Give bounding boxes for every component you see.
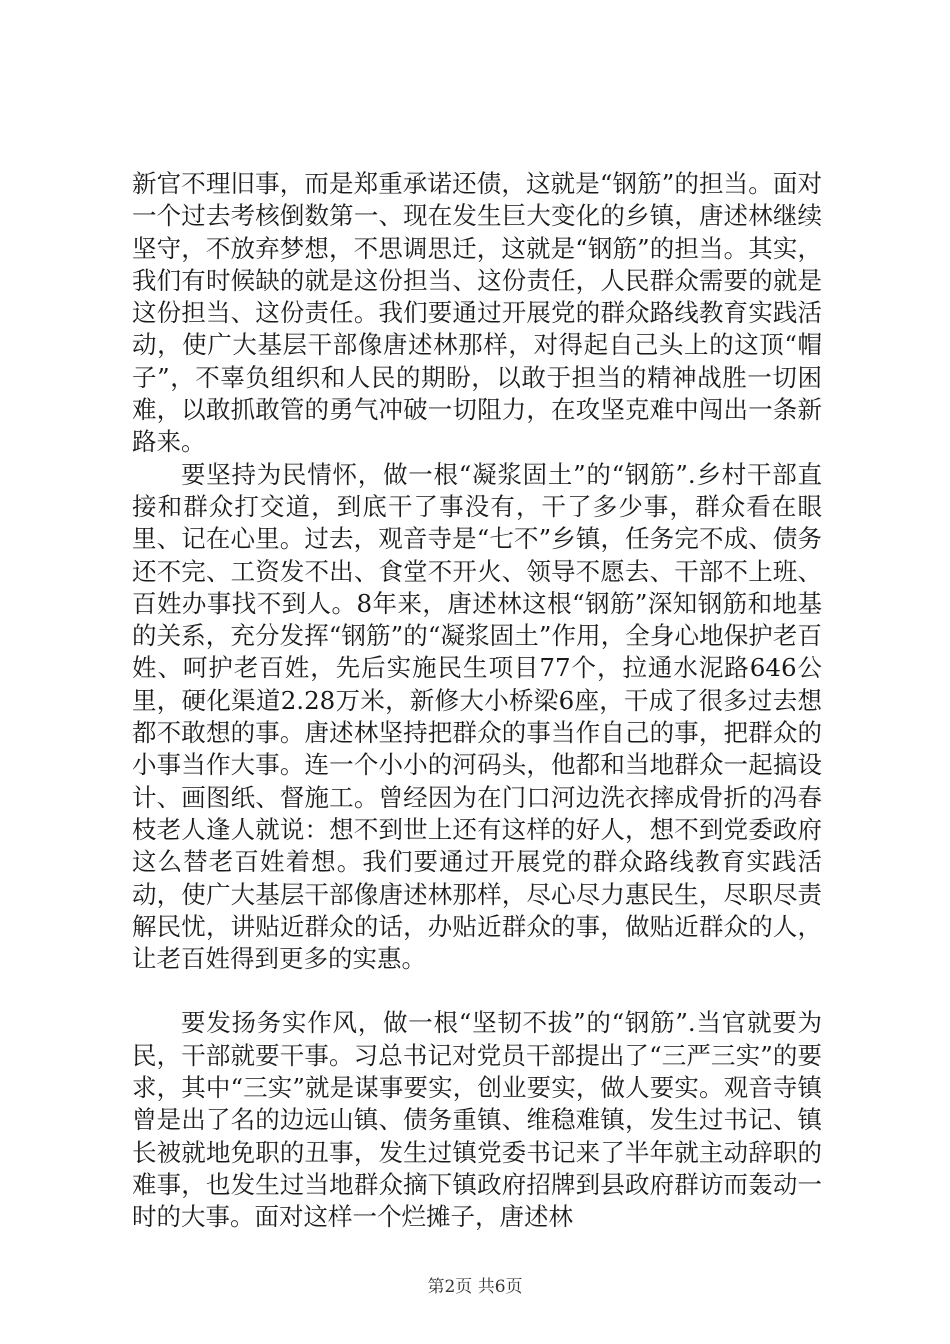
document-body xyxy=(132,168,822,1234)
paragraph-1: 新官不理旧事，而是郑重承诺还债，这就是“钢筋”的担当。面对一个过去考核倒数第一、现在发生巨大变化的乡镇，唐述林继续坚守，不放弃梦想，不思调思迁，这就是“钢筋”的担当。其实，我们有时候缺的就是这份担当、这份责任，人民群众需要的就是这份担当、这份责任。我们要通过开展党的群众路线教育实践活动，使广大基层干部像唐述林那样，对得起自己头上的这顶“帽子”，不辜负组织和人民的期盼，以敢于担当的精神战胜一切困难，以敢抓敢管的勇气冲破一切阻力，在攻坚克难中闯出一条新路来。 xyxy=(132,169,822,457)
paragraph-3: 要发扬务实作风，做一根“坚韧不拔”的“钢筋”.当官就要为民，干部就要干事。习总书记对党员干部提出了“三严三实”的要求，其中“三实”就是谋事要实，创业要实，做人要实。观音寺镇曾是出了名的边远山镇、债务重镇、维稳难镇，发生过书记、镇长被就地免职的丑事，发生过镇党委书记来了半年就主动辞职的难事，也发生过当地群众摘下镇政府招牌到县政府群访而轰动一时的大事。面对这样一个烂摊子，唐述林 xyxy=(132,1008,822,1232)
page-number-footer: 第2页 共6页 xyxy=(427,1277,523,1297)
paragraph-2: 要坚持为民情怀，做一根“凝浆固土”的“钢筋”.乡村干部直接和群众打交道，到底干了事没有，干了多少事，群众看在眼里、记在心里。过去，观音寺是“七不”乡镇，任务完不成、债务还不完、工资发不出、食堂不开火、领导不愿去、干部不上班、百姓办事找不到人。8年来，唐述林这根“钢筋”深知钢筋和地基的关系，充分发挥“钢筋”的“凝浆固土”作用，全身心地保护老百姓、呵护老百姓，先后实施民生项目77个，拉通水泥路646公里，硬化渠道2.28万米，新修大小桥梁6座，干成了很多过去想都不敢想的事。唐述林坚持把群众的事当作自己的事，把群众的小事当作大事。连一个小小的河码头，他都和当地群众一起搞设计、画图纸、督施工。曾经因为在门口河边洗衣摔成骨折的冯春枝老人逢人就说：想不到世上还有这样的好人，想不到党委政府这么替老百姓着想。我们要通过开展党的群众路线教育实践活动，使广大基层干部像唐述林那样，尽心尽力惠民生，尽职尽责解民忧，讲贴近群众的话，办贴近群众的事，做贴近群众的人，让老百姓得到更多的实惠。 xyxy=(132,459,822,974)
